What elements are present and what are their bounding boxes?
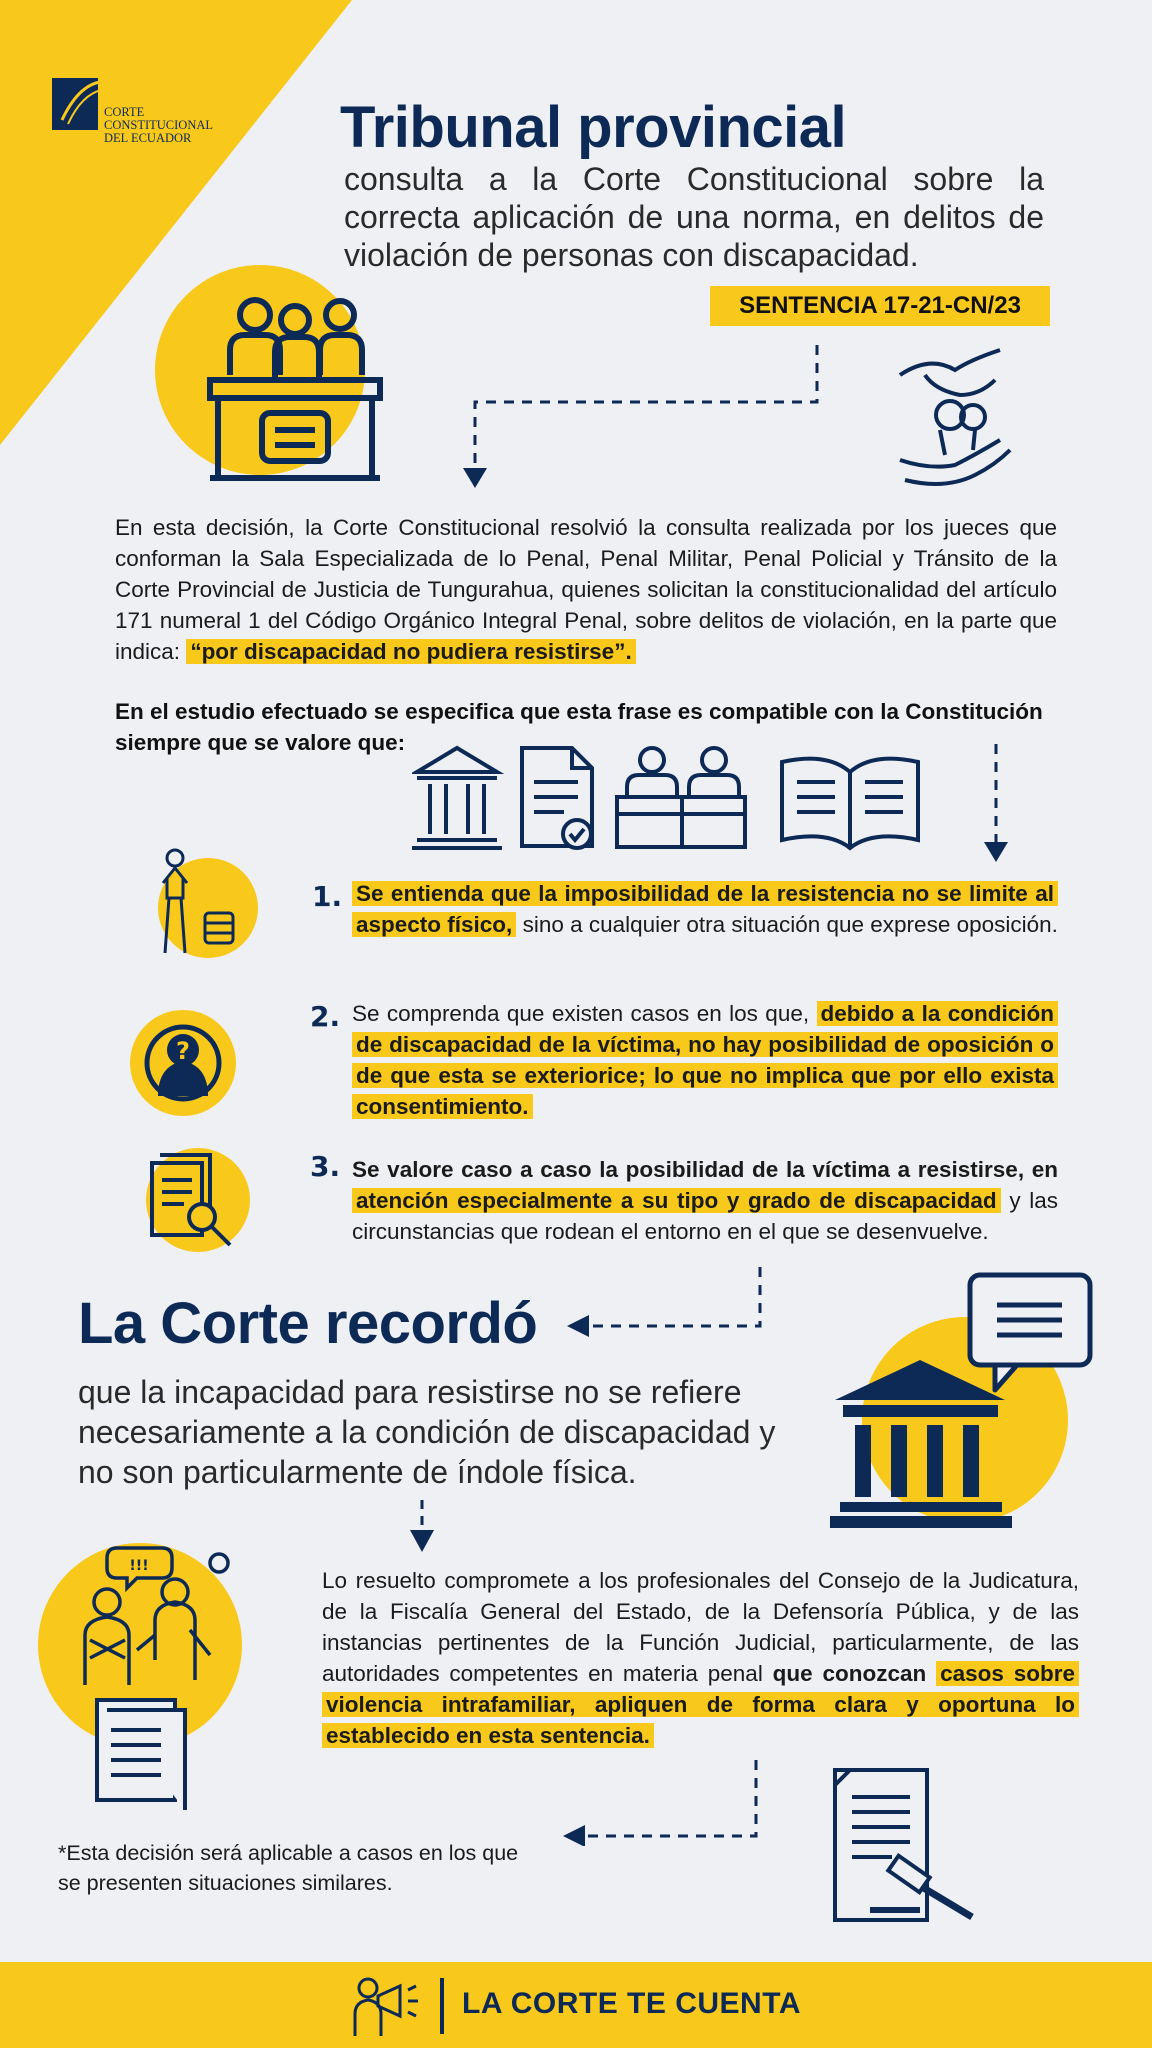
item-2-number: 2.	[310, 1000, 341, 1033]
reminder-title: La Corte recordó	[78, 1291, 538, 1356]
resistance-person-icon	[145, 848, 260, 963]
item-3-number: 3.	[310, 1150, 341, 1183]
item-1-number: 1.	[312, 880, 343, 913]
footer-label: LA CORTE TE CUENTA	[462, 1987, 801, 2020]
logo-line-2: CONSTITUCIONAL	[104, 118, 214, 132]
logo-emblem-icon	[52, 76, 102, 132]
logo-line-3: DEL ECUADOR	[104, 131, 192, 145]
commitment-bold: que conozcan	[772, 1661, 927, 1686]
intro-quote: “por discapacidad no pudiera resistirse”.	[186, 639, 635, 664]
footer-divider	[440, 1978, 444, 2034]
document-search-icon	[140, 1145, 255, 1255]
item-3-rest: y las circunstancias que rodean el entorno en el que se desenvuelve.	[352, 1188, 1058, 1244]
hands-care-icon	[895, 345, 1020, 495]
intro-paragraph	[115, 512, 1057, 667]
item-3-highlight: atención especialmente a su tipo y grado de discapacidad	[352, 1188, 1001, 1213]
logo-line-1: CORTE	[104, 105, 145, 119]
item-1-rest: sino a cualquier otra situación que exprese oposición.	[516, 912, 1058, 937]
item-3-bold: Se valore caso a caso la posibilidad de la víctima a resistirse, en	[352, 1157, 1058, 1182]
dashed-arrow-left-1	[565, 1262, 770, 1342]
item-1-highlight: Se entienda que la imposibilidad de la resistencia no se limite al aspecto físico,	[352, 881, 1058, 937]
dashed-arrow-connector	[460, 340, 830, 490]
question-person-icon	[128, 1008, 238, 1118]
footnote: *Esta decisión será aplicable a casos en los que se presenten situaciones similares.	[58, 1841, 519, 1895]
svg-text:!!!: !!!	[129, 1558, 149, 1574]
gavel-document-icon	[830, 1765, 985, 1925]
evidence-icons-row	[412, 742, 922, 852]
court-building-icon	[825, 1270, 1095, 1535]
megaphone-person-icon	[350, 1974, 430, 2038]
item-2-highlight: debido a la condición de discapacidad de la víctima, no hay posibilidad de oposición o de que esta se exteriorice; lo que no implica que por ello exista consentimiento.	[352, 1001, 1058, 1119]
reminder-text: que la incapacidad para resistirse no se refiere necesariamente a la condición de discapacidad y no son particularmente de índole física.	[78, 1374, 776, 1490]
dashed-arrow-down	[983, 742, 1013, 870]
commitment-lead: Lo resuelto compromete a los profesionales del Consejo de la Judicatura, de la Fiscalía General del Estado, de la Defensoría Pública, y de las instancias pertinentes de la Función Judicial, particularmente, de las autoridades competentes en materia penal	[322, 1568, 1079, 1686]
item-2-lead: Se comprenda que existen casos en los que,	[352, 1001, 817, 1026]
tribunal-judges-icon	[150, 265, 400, 485]
page-subtitle: consulta a la Corte Constitucional sobre la correcta aplicación de una norma, en delitos de violación de personas con discapacidad.	[344, 161, 1044, 273]
footer-bar	[0, 1962, 1152, 2048]
svg-text:?: ?	[176, 1037, 190, 1065]
sentencia-badge: SENTENCIA 17-21-CN/23	[710, 286, 1050, 326]
logo	[52, 76, 242, 151]
dashed-arrow-left-2	[560, 1756, 765, 1846]
item-3-text	[352, 1154, 1058, 1247]
page-title: Tribunal provincial	[340, 95, 847, 160]
family-conflict-icon	[35, 1540, 250, 1810]
item-2-text	[352, 998, 1058, 1122]
study-paragraph: En el estudio efectuado se especifica que esta frase es compatible con la Constitución siempre que se valore que:	[115, 699, 1043, 755]
commitment-highlight: casos sobre violencia intrafamiliar, apliquen de forma clara y oportuna lo establecido en esta sentencia.	[322, 1661, 1079, 1748]
commitment-paragraph	[322, 1565, 1079, 1751]
intro-text: En esta decisión, la Corte Constitucional resolvió la consulta realizada por los jueces que conforman la Sala Especializada de lo Penal, Penal Militar, Penal Policial y Tránsito de la Corte Provincial de Justicia de Tungurahua, quienes solicitan la constitucionalidad del artículo 171 numeral 1 del Código Orgánico Integral Penal, sobre delitos de violación, en la parte que indica:	[115, 515, 1057, 664]
item-1-text	[352, 878, 1058, 940]
dashed-arrow-down-2	[408, 1497, 438, 1557]
